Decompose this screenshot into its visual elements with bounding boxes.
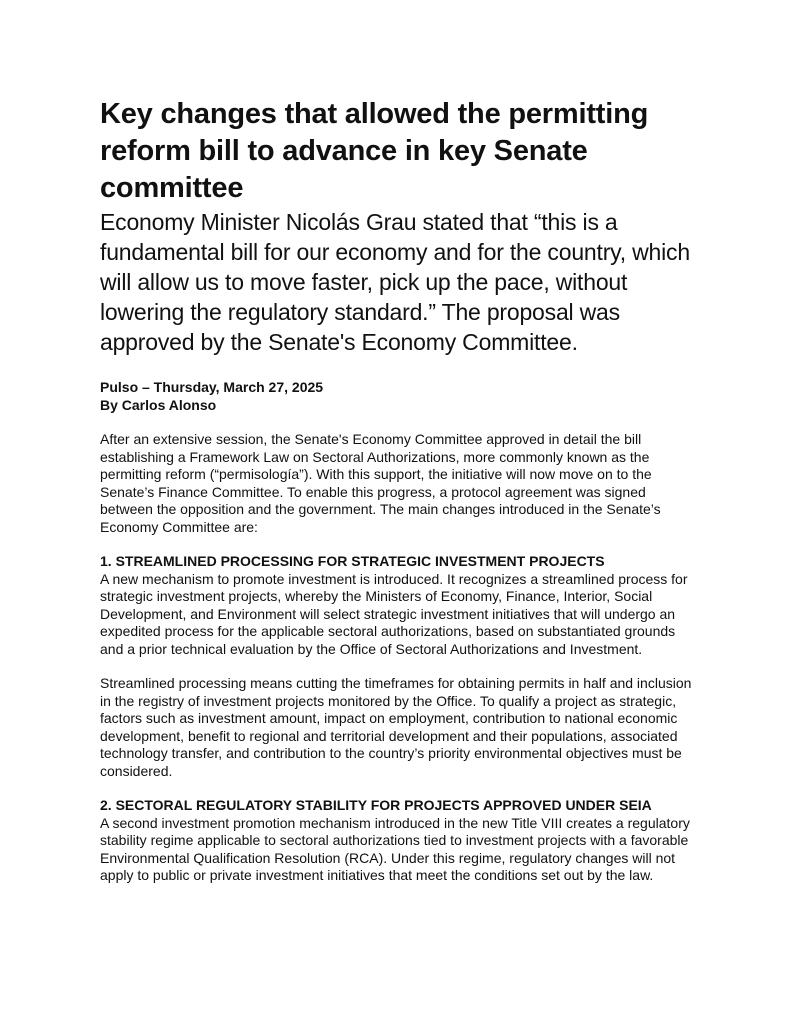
section-1 <box>100 553 700 780</box>
section-heading: 2. SECTORAL REGULATORY STABILITY FOR PROJECTS APPROVED UNDER SEIA <box>100 797 652 813</box>
author: By Carlos Alonso <box>100 397 217 413</box>
article-body <box>100 431 700 885</box>
section-paragraph: Streamlined processing means cutting the timeframes for obtaining permits in half and inclusion in the registry of investment projects monitored by the Office. To qualify a project as strategic, factors such as investment amount, impact on employment, contribution to national economic development, benefit to regional and territorial development and their populations, associated technology transfer, and contribution to the country’s priority environmental objectives must be considered. <box>100 675 692 779</box>
article <box>100 96 700 902</box>
section-paragraph: A second investment promotion mechanism introduced in the new Title VIII creates a regulatory stability regime applicable to sectoral authorizations tied to investment projects with a favorable Environmental Qualification Resolution (RCA). Under this regime, regulatory changes will not apply to public or private investment initiatives that meet the conditions set out by the law. <box>100 814 690 883</box>
section-heading: 1. STREAMLINED PROCESSING FOR STRATEGIC INVESTMENT PROJECTS <box>100 553 605 569</box>
section-2 <box>100 797 700 885</box>
section-paragraph: A new mechanism to promote investment is introduced. It recognizes a streamlined process for strategic investment projects, whereby the Ministers of Economy, Finance, Interior, Social Development, and Environment will select strategic investment initiatives that will undergo an expedited process for the applicable sectoral authorizations, based on substantiated grounds and a prior technical evaluation by the Office of Sectoral Authorizations and Investment. <box>100 570 688 657</box>
subhead: Economy Minister Nicolás Grau stated that “this is a fundamental bill for our economy and for the country, which will allow us to move faster, pick up the pace, without lowering the regulatory standard.” The proposal was approved by the Senate's Economy Committee. <box>100 209 690 355</box>
dateline: Pulso – Thursday, March 27, 2025 <box>100 379 324 395</box>
headline: Key changes that allowed the permitting reform bill to advance in key Senate committee <box>100 98 649 204</box>
byline <box>100 378 700 414</box>
intro-paragraph: After an extensive session, the Senate's Economy Committee approved in detail the bill establishing a Framework Law on Sectoral Authorizations, more commonly known as the permitting reform (“permisología”). With this support, the initiative will now move on to the Senate’s Finance Committee. To enable this progress, a protocol agreement was signed between the opposition and the government. The main changes introduced in the Senate’s Economy Committee are: <box>100 431 661 535</box>
